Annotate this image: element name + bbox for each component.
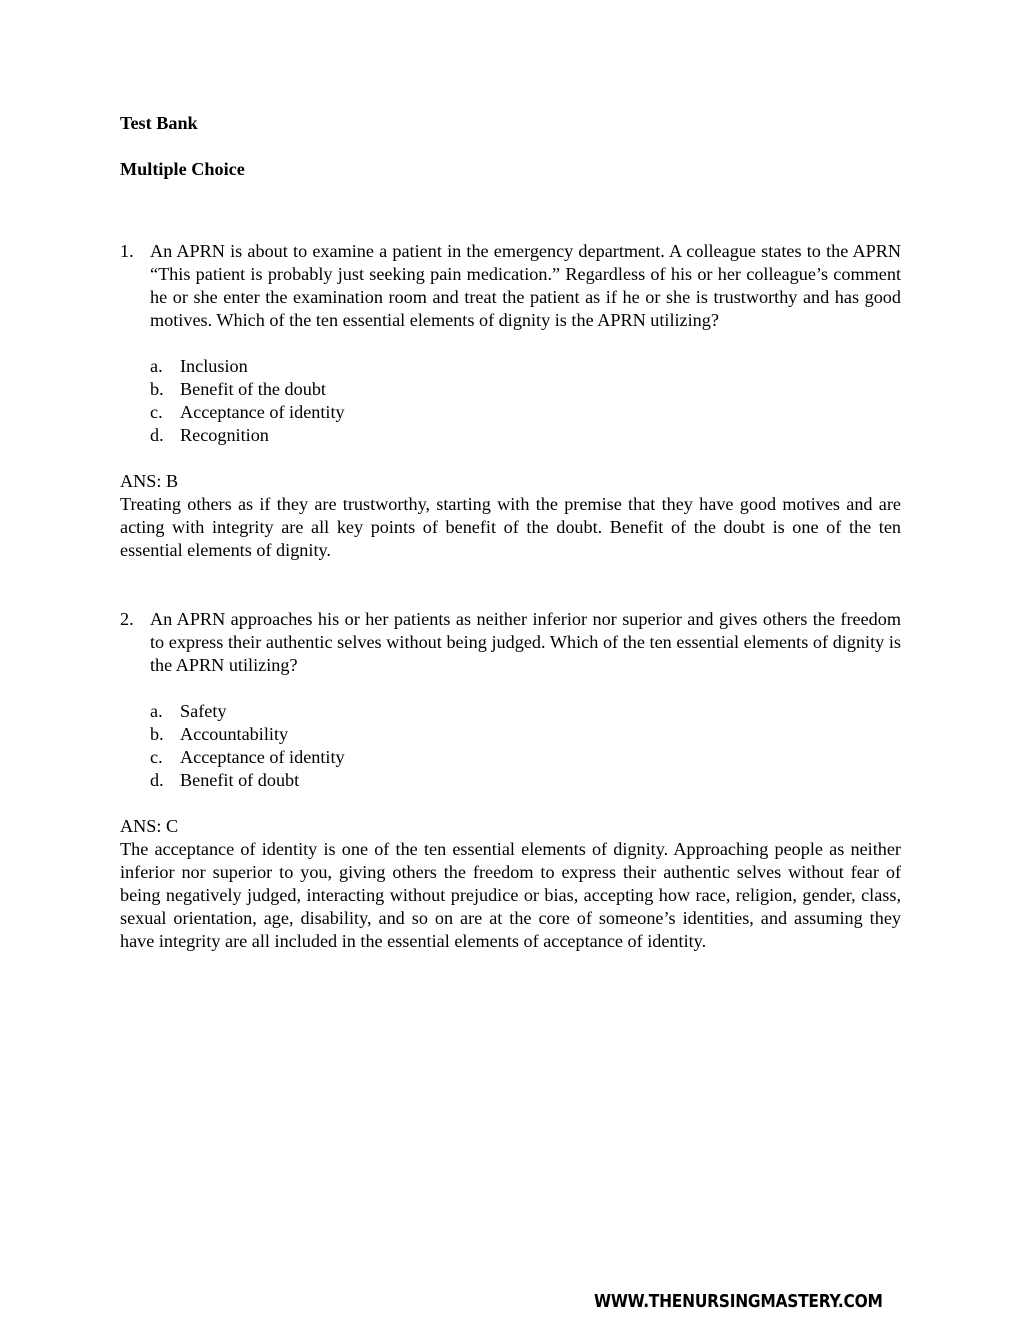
option-text: Recognition	[180, 425, 269, 445]
option-letter: a.	[150, 356, 163, 376]
question-stem	[120, 240, 901, 332]
option-letter: d.	[150, 425, 164, 445]
option-text: Acceptance of identity	[180, 747, 345, 767]
option-text: Accountability	[180, 724, 289, 744]
section-heading: Multiple Choice	[120, 159, 245, 179]
question-number: 1.	[120, 241, 134, 261]
option-text: Safety	[180, 701, 227, 721]
document-title: Test Bank	[120, 113, 198, 133]
option-c	[150, 401, 901, 424]
option-text: Inclusion	[180, 356, 248, 376]
footer-website: WWW.THENURSINGMASTERY.COM	[594, 1291, 883, 1312]
answer-options	[150, 700, 901, 792]
option-letter: a.	[150, 701, 163, 721]
question-text: An APRN approaches his or her patients as neither inferior nor superior and gives others the freedom to express their authentic selves without being judged. Which of the ten essential elements of dignity is the APRN utilizing?	[150, 609, 901, 675]
answer-key: ANS: B	[120, 471, 179, 491]
option-letter: c.	[150, 402, 163, 422]
option-letter: b.	[150, 724, 164, 744]
option-a	[150, 700, 901, 723]
option-text: Benefit of the doubt	[180, 379, 326, 399]
option-text: Acceptance of identity	[180, 402, 345, 422]
option-b	[150, 378, 901, 401]
option-b	[150, 723, 901, 746]
document-page	[120, 112, 901, 953]
question-text: An APRN is about to examine a patient in the emergency department. A colleague states to the APRN “This patient is probably just seeking pain medication.” Regardless of his or her colleague’s comment he or she enter the examination room and treat the patient as if he or she is trustworthy and has good motives. Which of the ten essential elements of dignity is the APRN utilizing?	[150, 241, 901, 330]
option-letter: b.	[150, 379, 164, 399]
answer-options	[150, 355, 901, 447]
question-stem	[120, 608, 901, 677]
answer-rationale: Treating others as if they are trustworthy, starting with the premise that they have good motives and are acting with integrity are all key points of benefit of the doubt. Benefit of the doubt is one of the ten essential elements of dignity.	[120, 494, 901, 560]
option-a	[150, 355, 901, 378]
question-number: 2.	[120, 609, 134, 629]
option-letter: d.	[150, 770, 164, 790]
option-text: Benefit of doubt	[180, 770, 300, 790]
option-d	[150, 769, 901, 792]
option-letter: c.	[150, 747, 163, 767]
question-block-1	[120, 240, 901, 562]
option-c	[150, 746, 901, 769]
answer-rationale: The acceptance of identity is one of the ten essential elements of dignity. Approaching people as neither inferior nor superior to you, giving others the freedom to express their authentic selves without fear of being negatively judged, interacting without prejudice or bias, accepting how race, religion, gender, class, sexual orientation, age, disability, and so on are at the core of someone’s identities, and assuming they have integrity are all included in the essential elements of acceptance of identity.	[120, 839, 901, 951]
answer-key: ANS: C	[120, 816, 179, 836]
option-d	[150, 424, 901, 447]
question-block-2	[120, 608, 901, 953]
